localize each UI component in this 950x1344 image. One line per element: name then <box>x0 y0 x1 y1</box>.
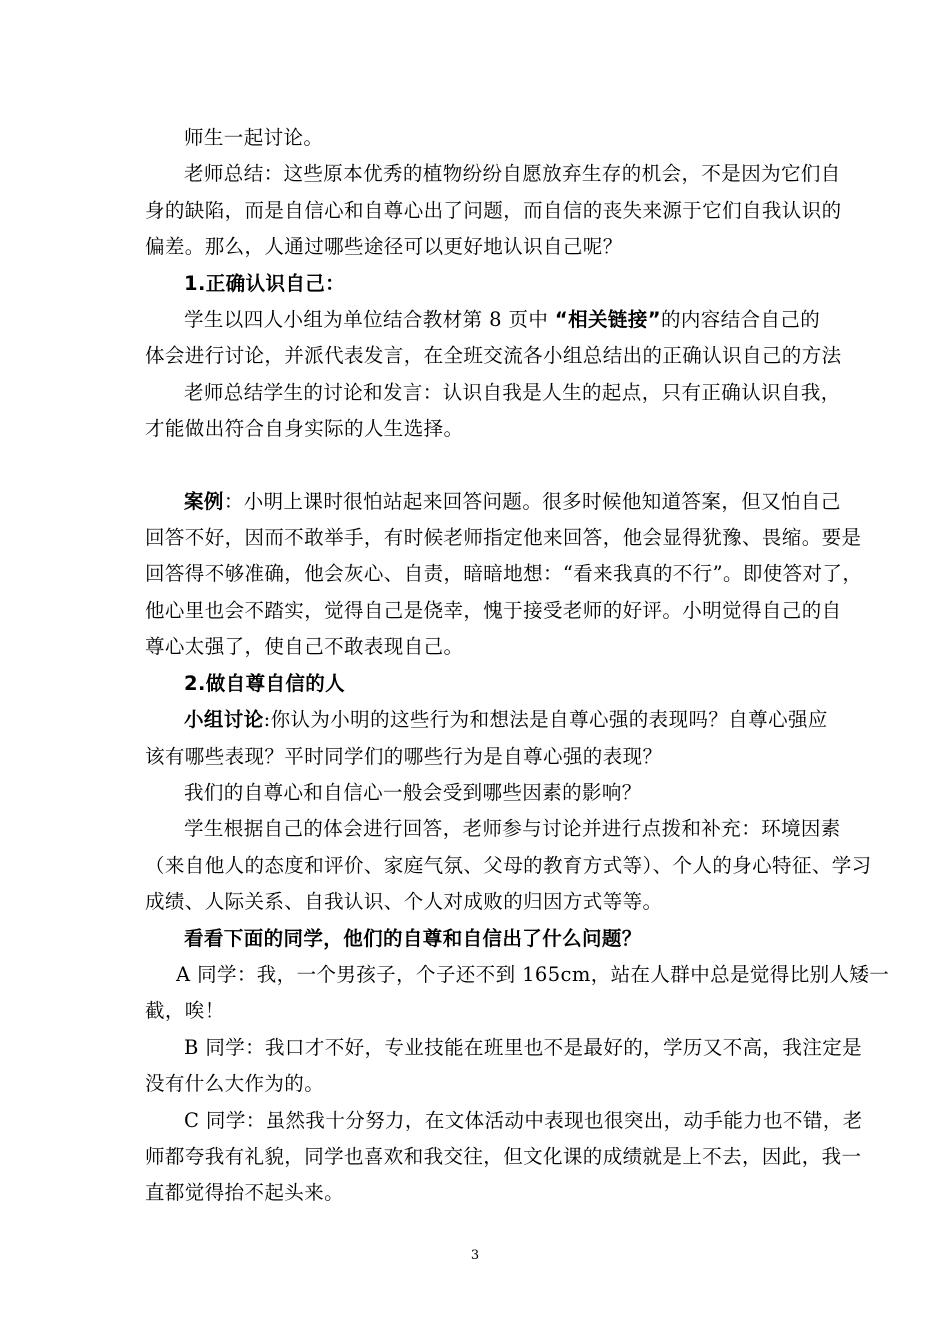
section-heading-3: 看看下面的同学，他们的自尊和自信出了什么问题？ <box>184 926 642 950</box>
paragraph-student-c: C 同学：虽然我十分努力，在文体活动中表现也很突出，动手能力也不错，老 师都夸我有礼貌，同学也喜欢和我交往，但文化课的成绩就是上不去，因此，我一 直都觉得抬不起头来。 <box>145 1108 863 1205</box>
paragraph-student-a: A 同学：我，一个男孩子，个子还不到 165cm，站在人群中总是觉得比别人矮一 截，唉！ <box>145 962 890 1023</box>
paragraph-student-b: B 同学：我口才不好，专业技能在班里也不是最好的，学历又不高，我注定是 没有什么大作为的。 <box>145 1035 863 1096</box>
paragraph-case: 案例：小明上课时很怕站起来回答问题。很多时候他知道答案，但又怕自己 回答不好，因而不敢举手，有时候老师指定他来回答，他会显得犹豫、畏缩。要是 回答得不够准确，他会灰心、自责，暗暗地想：“看来我真的不行”。即使答对了， 他心里也会不踏实，觉得自己是侥幸，愧于接受老师的好评。小明觉得自己的自 尊心太强了，使自己不敢表现自己。 <box>145 489 863 659</box>
paragraph-group-discussion: 小组讨论:你认为小明的这些行为和想法是自尊心强的表现吗？自尊心强应 该有哪些表现？平时同学们的哪些行为是自尊心强的表现？ <box>145 708 828 768</box>
paragraph-question: 我们的自尊心和自信心一般会受到哪些因素的影响？ <box>184 780 642 804</box>
group-discussion-label: 小组讨论 <box>184 708 264 732</box>
paragraph-discussion: 师生一起讨论。 <box>184 126 324 149</box>
related-link-label: “相关链接” <box>554 308 661 332</box>
page-number: 3 <box>470 1248 480 1263</box>
paragraph-teacher-summary-1: 老师总结：这些原本优秀的植物纷纷自愿放弃生存的机会，不是因为它们自 身的缺陷，而是自信心和自尊心出了问题，而自信的丧失来源于它们自我认识的 偏差。那么，人通过哪些途径可以更好地认识自己呢？ <box>145 162 842 259</box>
section-heading-2: 2.做自尊自信的人 <box>184 671 346 695</box>
paragraph-answers: 学生根据自己的体会进行回答，老师参与讨论并进行点拨和补充：环境因素 （来自他人的态度和评价、家庭气氛、父母的教育方式等）、个人的身心特征、学习 成绩、人际关系、自我认识、个人对成败的归因方式等等。 <box>145 817 872 914</box>
paragraph-teacher-summary-2: 老师总结学生的讨论和发言：认识自我是人生的起点，只有正确认识自我， 才能做出符合自身实际的人生选择。 <box>145 380 841 441</box>
blank-line <box>145 448 815 484</box>
paragraph-group-activity: 学生以四人小组为单位结合教材第 8 页中 “相关链接”的内容结合自己的 体会进行讨论，并派代表发言，在全班交流各小组总结出的正确认识自己的方法 <box>145 308 842 368</box>
document-body <box>145 120 890 1212</box>
section-heading-1: 1.正确认识自己： <box>184 271 346 295</box>
case-label: 案例 <box>184 489 224 513</box>
